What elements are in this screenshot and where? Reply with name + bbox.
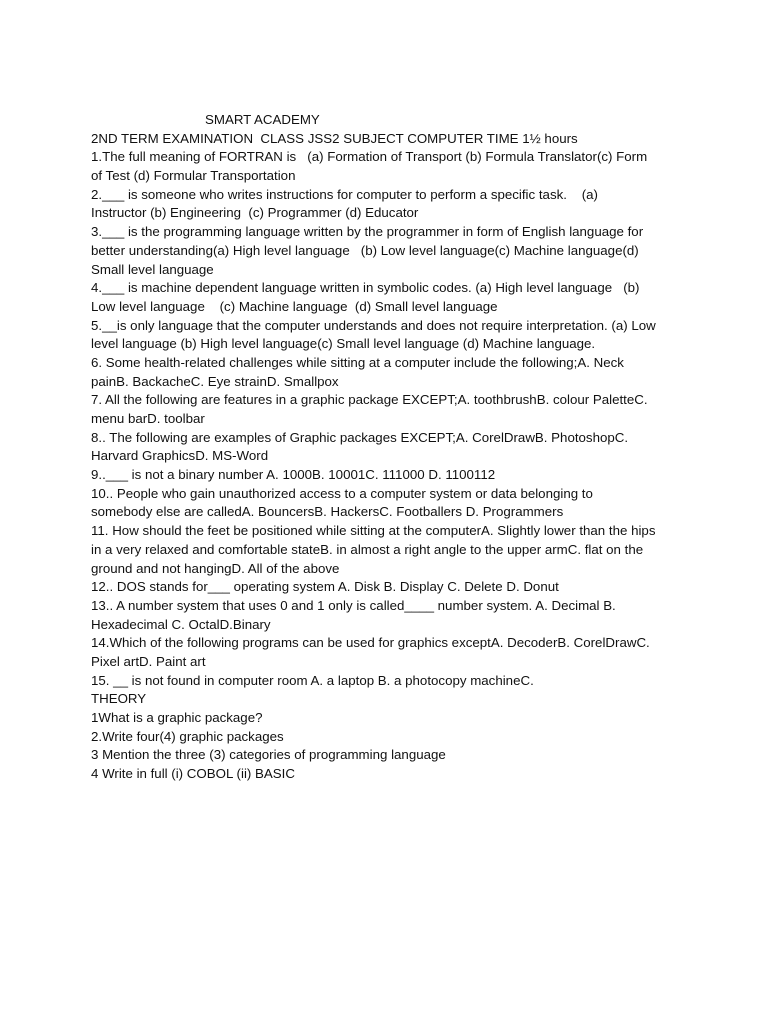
text-line: 14.Which of the following programs can be used for graphics exceptA. DecoderB. CorelDrawC.: [91, 635, 650, 651]
text-line: Hexadecimal C. OctalD.Binary: [91, 616, 271, 632]
text-line: 6. Some health-related challenges while sitting at a computer include the following;A. Neck: [91, 354, 624, 370]
text-line: 8.. The following are examples of Graphic packages EXCEPT;A. CorelDrawB. PhotoshopC.: [91, 429, 629, 445]
text-line: 1What is a graphic package?: [91, 710, 263, 725]
text-line: 5.__is only language that the computer understands and does not require interpretation. (a) Low: [91, 317, 656, 333]
text-line: ground and not hangingD. All of the above: [91, 560, 340, 576]
text-line: Small level language: [91, 261, 214, 277]
exam-content: [91, 111, 691, 784]
text-line: 12.. DOS stands for___ operating system A. Disk B. Display C. Delete D. Donut: [91, 579, 559, 595]
question-list: [91, 148, 691, 783]
text-line: 3.___ is the programming language written by the programmer in form of English language for: [91, 224, 644, 240]
text-line: Instructor (b) Engineering (c) Programmer (d) Educator: [91, 205, 419, 221]
text-line: Low level language (c) Machine language (d) Small level language: [91, 298, 498, 314]
text-line: Pixel artD. Paint art: [91, 653, 206, 669]
text-line: 13.. A number system that uses 0 and 1 only is called____ number system. A. Decimal B.: [91, 597, 616, 613]
text-line: 10.. People who gain unauthorized access to a computer system or data belonging to: [91, 485, 593, 501]
text-line: 9..___ is not a binary number A. 1000B. 10001C. 111000 D. 1100112: [91, 467, 496, 483]
text-line: painB. BackacheC. Eye strainD. Smallpox: [91, 373, 339, 389]
text-line: in a very relaxed and comfortable stateB. in almost a right angle to the upper armC. flat on the: [91, 541, 644, 557]
text-line: 7. All the following are features in a graphic package EXCEPT;A. toothbrushB. colour PaletteC.: [91, 392, 648, 408]
text-line: Harvard GraphicsD. MS-Word: [91, 448, 269, 464]
text-line: 4 Write in full (i) COBOL (ii) BASIC: [91, 766, 295, 782]
text-line: 15. __ is not found in computer room A. a laptop B. a photocopy machineC.: [91, 672, 534, 688]
text-line: of Test (d) Formular Transportation: [91, 168, 296, 184]
text-line: THEORY: [91, 691, 147, 707]
text-line: 3 Mention the three (3) categories of programming language: [91, 747, 446, 763]
text-line: 2.___ is someone who writes instructions for computer to perform a specific task. (a): [91, 186, 598, 202]
text-line: 2.Write four(4) graphic packages: [91, 728, 284, 744]
text-line: menu barD. toolbar: [91, 411, 205, 426]
exam-header: 2ND TERM EXAMINATION CLASS JSS2 SUBJECT COMPUTER TIME 1½ hours: [91, 130, 578, 146]
text-line: level language (b) High level language(c) Small level language (d) Machine language.: [91, 336, 596, 352]
text-line: somebody else are calledA. BouncersB. HackersC. Footballers D. Programmers: [91, 504, 564, 520]
text-line: 4.___ is machine dependent language written in symbolic codes. (a) High level language (b): [91, 280, 640, 296]
text-line: better understanding(a) High level language (b) Low level language(c) Machine language(d): [91, 242, 639, 258]
text-line: 11. How should the feet be positioned while sitting at the computerA. Slightly lower than the hips: [91, 523, 656, 539]
school-name: SMART ACADEMY: [205, 112, 320, 127]
text-line: 1.The full meaning of FORTRAN is (a) Formation of Transport (b) Formula Translator(c) Form: [91, 149, 648, 165]
